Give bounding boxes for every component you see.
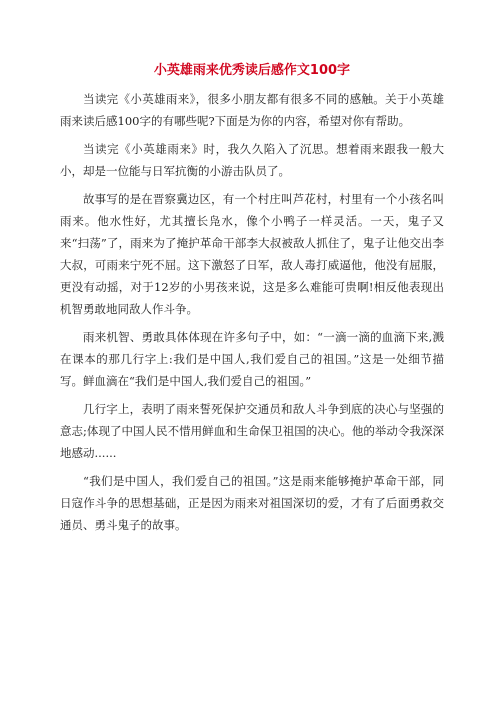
paragraph-story: 故事写的是在晋察冀边区，有一个村庄叫芦花村，村里有一个小孩名叫雨来。他水性好，尤其擅长凫水，像个小鸭子一样灵活。一天，鬼子又来“扫荡”了，雨来为了掩护革命干部李大叔被敌人抓住了，鬼子让他交出李大叔，可雨来宁死不屈。这下激怒了日军，敌人毒打威逼他，他没有屈服，更没有动摇，对于12岁的小男孩来说，这是多么难能可贵啊!相反他表现出机智勇敢地同敌人作斗争。 bbox=[60, 192, 444, 316]
paragraph-reflection: 当读完《小英雄雨来》时，我久久陷入了沉思。想着雨来跟我一般大小，却是一位能与日军抗衡的小游击队员了。 bbox=[60, 142, 444, 178]
paragraph-intro: 当读完《小英雄雨来》，很多小朋友都有很多不同的感触。关于小英雄雨来读后感100字的有哪些呢?下面是为你的内容，希望对你有帮助。 bbox=[60, 92, 444, 128]
paragraph-conclusion: “我们是中国人，我们爱自己的祖国。”这是雨来能够掩护革命干部，同日寇作斗争的思想基础，正是因为雨来对祖国深切的爱，才有了后面勇救交通员、勇斗鬼子的故事。 bbox=[60, 474, 444, 532]
paragraph-meaning: 几行字上，表明了雨来誓死保护交通员和敌人斗争到底的决心与坚强的意志;体现了中国人民不惜用鲜血和生命保卫祖国的决心。他的举动令我深深地感动...... bbox=[60, 402, 444, 460]
document-title: 小英雄雨来优秀读后感作文100字 bbox=[153, 63, 351, 78]
document-body bbox=[60, 60, 444, 542]
paragraph-detail: 雨来机智、勇敢具体体现在许多句子中，如：“一滴一滴的血滴下来,溅在课本的那几行字上:我们是中国人,我们爱自己的祖国。”这是一处细节描写。鲜血滴在“我们是中国人,我们爱自己的祖国。” bbox=[60, 330, 444, 388]
